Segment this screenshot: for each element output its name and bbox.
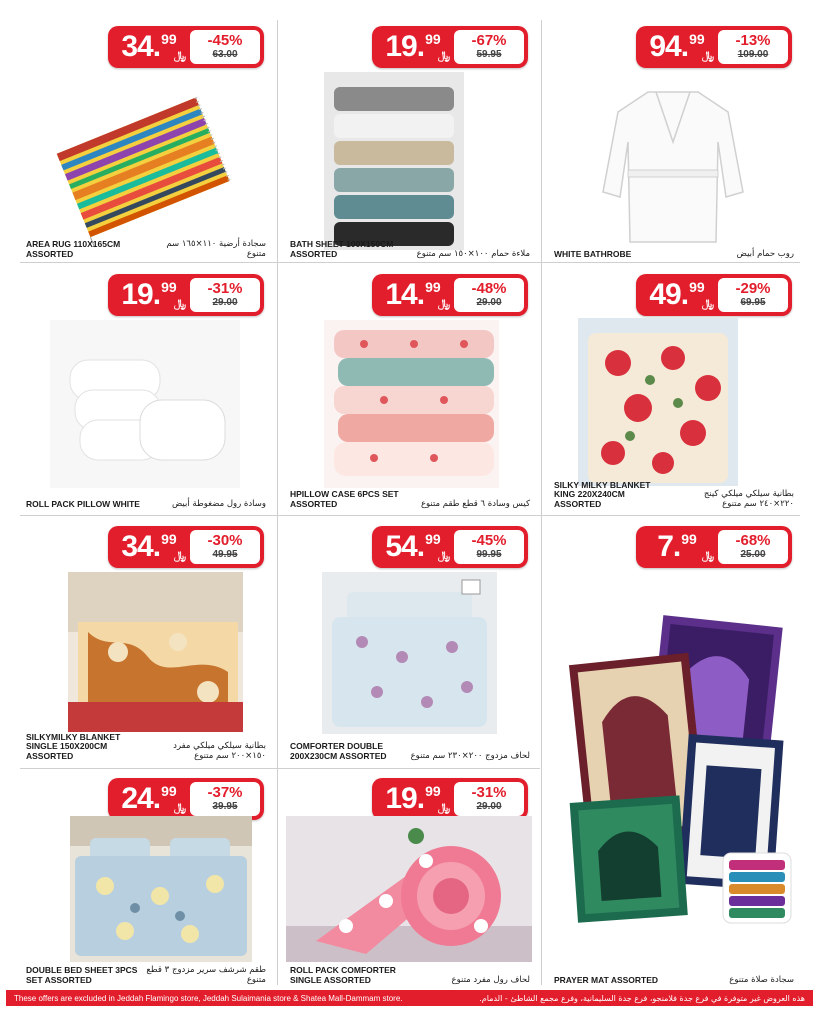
price-tag	[636, 26, 792, 68]
product-name-en: AREA RUG 110X165CM ASSORTED	[26, 239, 121, 260]
currency-icon: ﷼	[173, 802, 186, 814]
price: 24.	[121, 782, 161, 815]
product-image	[286, 816, 532, 962]
old-price: 99.95	[476, 549, 502, 561]
product-name-en: ROLL PACK PILLOW WHITE	[26, 499, 140, 510]
product-card[interactable]	[548, 268, 798, 510]
product-name-en: DOUBLE BED SHEET 3PCS SET ASSORTED	[26, 965, 138, 986]
currency-icon: ﷼	[173, 50, 186, 62]
price-decimals: 99	[161, 31, 177, 47]
currency-icon: ﷼	[173, 298, 186, 310]
old-price: 25.00	[740, 549, 766, 561]
old-price: 29.00	[476, 297, 502, 309]
product-name-ar: لحاف رول مفرد متنوع	[451, 975, 530, 986]
product-name-en: BATH SHEET 100X150CM ASSORTED	[290, 239, 394, 260]
product-card[interactable]	[20, 772, 270, 986]
product-name-ar: لحاف مزدوج ٢٠٠×٢٣٠ سم متنوع	[410, 751, 530, 762]
price-decimals: 99	[689, 31, 705, 47]
product-name-ar: بطانية سيلكي ميلكي كينج ٢٢٠×٢٤٠ سم متنوع	[703, 489, 794, 510]
price-tag	[108, 526, 264, 568]
price-decimals: 99	[161, 783, 177, 799]
discount-badge: -30%	[207, 531, 243, 549]
old-price: 59.95	[476, 49, 502, 61]
product-image	[324, 320, 499, 488]
product-name-ar: وسادة رول مضغوطة أبيض	[172, 499, 266, 510]
divider	[541, 20, 542, 985]
product-name-ar: طقم شرشف سرير مزدوج ٣ قطع متنوع	[146, 965, 266, 986]
product-image	[563, 598, 798, 938]
product-image	[70, 816, 252, 962]
old-price: 69.95	[740, 297, 766, 309]
old-price: 49.95	[212, 549, 238, 561]
product-name-ar: سجادة صلاة متنوع	[729, 975, 794, 986]
product-name-ar: سجادة أرضية ١١٠×١٦٥ سم متنوع	[166, 239, 266, 260]
currency-icon: ﷼	[437, 802, 450, 814]
price-tag	[108, 274, 264, 316]
discount-badge: -13%	[735, 31, 771, 49]
old-price: 29.00	[476, 801, 502, 813]
price-tag	[372, 274, 528, 316]
price: 49.	[649, 278, 689, 311]
price-tag	[636, 526, 792, 568]
price: 19.	[121, 278, 161, 311]
price-decimals: 99	[161, 279, 177, 295]
disclaimer-bar	[6, 990, 813, 1006]
currency-icon: ﷼	[701, 550, 714, 562]
price-tag	[372, 26, 528, 68]
discount-badge: -31%	[207, 279, 243, 297]
product-name-en: HPILLOW CASE 6PCS SET ASSORTED	[290, 489, 399, 510]
product-name-en: SILKYMILKY BLANKET SINGLE 150X200CM ASSORTED	[26, 731, 121, 762]
product-image	[578, 318, 738, 486]
disclaimer-ar: هذه العروض غير متوفرة في فرع جدة فلامنجو، فرع جدة السليمانية، وفرع مجمع الشاطئ - الدمام.	[479, 993, 805, 1003]
product-image	[322, 572, 497, 734]
product-image	[578, 82, 768, 250]
currency-icon: ﷼	[437, 550, 450, 562]
price-decimals: 99	[689, 279, 705, 295]
price-decimals: 99	[425, 531, 441, 547]
old-price: 63.00	[212, 49, 238, 61]
product-card[interactable]	[548, 20, 798, 260]
product-card[interactable]	[284, 520, 534, 762]
price: 94.	[649, 30, 689, 63]
product-image	[50, 320, 240, 488]
discount-badge: -29%	[735, 279, 771, 297]
product-image	[324, 72, 464, 250]
price-decimals: 99	[425, 783, 441, 799]
price: 19.	[385, 782, 425, 815]
product-name-ar: روب حمام أبيض	[736, 249, 794, 260]
divider	[20, 768, 540, 769]
divider	[277, 20, 278, 985]
price: 34.	[121, 530, 161, 563]
product-name-en: COMFORTER DOUBLE 200X230CM ASSORTED	[290, 741, 387, 762]
currency-icon: ﷼	[437, 50, 450, 62]
price: 7.	[657, 530, 681, 563]
currency-icon: ﷼	[173, 550, 186, 562]
discount-badge: -45%	[471, 531, 507, 549]
price-tag	[372, 778, 528, 820]
product-name-ar: بطانية سيلكي ميلكي مفرد ١٥٠×٢٠٠ سم متنوع	[173, 741, 266, 762]
price-tag	[108, 778, 264, 820]
product-card[interactable]	[548, 520, 798, 986]
price-tag	[108, 26, 264, 68]
product-card[interactable]	[20, 520, 270, 762]
product-name-ar: كيس وسادة ٦ قطع طقم متنوع	[420, 499, 530, 510]
price: 54.	[385, 530, 425, 563]
product-name-en: SILKY MILKY BLANKET KING 220X240CM ASSORTED	[554, 479, 651, 510]
price-decimals: 99	[425, 279, 441, 295]
discount-badge: -31%	[471, 783, 507, 801]
currency-icon: ﷼	[701, 298, 714, 310]
discount-badge: -68%	[735, 531, 771, 549]
product-card[interactable]	[20, 268, 270, 510]
product-image	[68, 572, 243, 732]
price-decimals: 99	[425, 31, 441, 47]
disclaimer-en: These offers are excluded in Jeddah Flamingo store, Jeddah Sulaimania store & Shatea Mall-Dammam store.	[14, 993, 403, 1003]
product-card[interactable]	[284, 20, 534, 260]
discount-badge: -45%	[207, 31, 243, 49]
price: 19.	[385, 30, 425, 63]
discount-badge: -48%	[471, 279, 507, 297]
discount-badge: -37%	[207, 783, 243, 801]
price-decimals: 99	[161, 531, 177, 547]
product-name-ar: ملاءة حمام ١٠٠×١٥٠ سم متنوع	[416, 249, 530, 260]
price-tag	[372, 526, 528, 568]
product-name-en: PRAYER MAT ASSORTED	[554, 975, 659, 986]
currency-icon: ﷼	[437, 298, 450, 310]
old-price: 109.00	[737, 49, 769, 61]
price-decimals: 99	[681, 531, 697, 547]
product-card[interactable]	[284, 772, 534, 986]
price: 34.	[121, 30, 161, 63]
product-card[interactable]	[284, 268, 534, 510]
product-name-en: ROLL PACK COMFORTER SINGLE ASSORTED	[290, 965, 396, 986]
currency-icon: ﷼	[701, 50, 714, 62]
product-name-en: WHITE BATHROBE	[554, 249, 632, 260]
price: 14.	[385, 278, 425, 311]
divider	[20, 515, 800, 516]
price-tag	[636, 274, 792, 316]
old-price: 29.00	[212, 297, 238, 309]
old-price: 39.95	[212, 801, 238, 813]
discount-badge: -67%	[471, 31, 507, 49]
product-card[interactable]	[20, 20, 270, 260]
divider	[20, 262, 800, 263]
product-image	[50, 82, 240, 250]
